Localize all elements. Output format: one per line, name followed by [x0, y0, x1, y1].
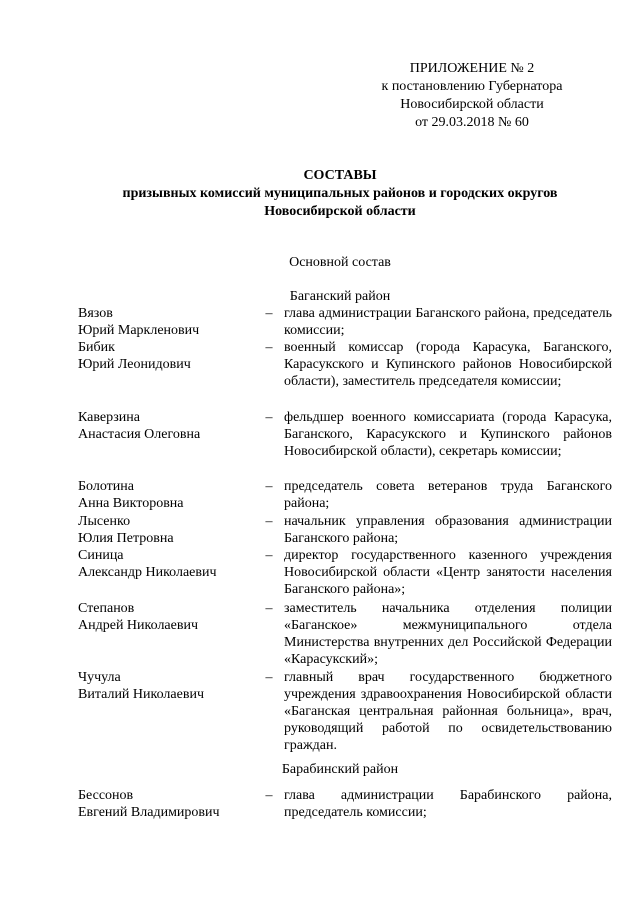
member-role: глава администрации Баганского района, председатель комиссии; — [284, 306, 612, 338]
member-surname: Вязов — [78, 306, 113, 321]
appendix-region: Новосибирской области — [400, 97, 544, 112]
member-given-name: Юрий Маркленович — [78, 323, 200, 338]
member-dash: – — [265, 410, 273, 425]
member-surname: Бибик — [78, 340, 115, 355]
member-dash: – — [265, 306, 273, 321]
member-name — [78, 478, 258, 512]
member-given-name: Юрий Леонидович — [78, 357, 191, 372]
member-given-name: Александр Николаевич — [78, 565, 217, 580]
member-surname: Степанов — [78, 601, 135, 616]
member-surname: Болотина — [78, 479, 134, 494]
member-surname: Бессонов — [78, 788, 134, 803]
member-given-name: Андрей Николаевич — [78, 618, 198, 633]
member-surname: Чучула — [78, 670, 121, 685]
member-role: председатель совета ветеранов труда Баганского района; — [284, 479, 612, 511]
appendix-header — [352, 60, 592, 132]
member-name — [78, 513, 258, 547]
section-heading: Основной состав — [289, 255, 391, 270]
member-surname: Синица — [78, 548, 124, 563]
member-dash: – — [265, 479, 273, 494]
document-title — [60, 167, 620, 221]
member-role: заместитель начальника отделения полиции «Баганское» межмуниципального отдела Министерства внутренних дел Российской Федерации «Карасукский»; — [284, 601, 612, 667]
appendix-date: от 29.03.2018 № 60 — [415, 115, 529, 130]
member-given-name: Юлия Петровна — [78, 531, 174, 546]
appendix-number: ПРИЛОЖЕНИЕ № 2 — [409, 61, 535, 76]
member-surname: Лысенко — [78, 514, 131, 529]
member-role: военный комиссар (города Карасука, Баганского, Карасукского и Купинского районов Новосибирской области), заместитель председателя комиссии; — [284, 340, 612, 389]
title-line-2: призывных комиссий муниципальных районов и городских округов — [122, 186, 558, 201]
member-dash: – — [265, 601, 273, 616]
member-dash: – — [265, 548, 273, 563]
member-role: начальник управления образования администрации Баганского района; — [284, 514, 612, 546]
member-name — [78, 305, 258, 339]
member-name — [78, 787, 258, 821]
member-given-name: Евгений Владимирович — [78, 805, 220, 820]
district-heading-1: Баганский район — [289, 289, 391, 304]
member-name — [78, 600, 258, 634]
member-given-name: Анастасия Олеговна — [78, 427, 201, 442]
member-name — [78, 669, 258, 703]
member-given-name: Виталий Николаевич — [78, 687, 204, 702]
member-name — [78, 409, 258, 443]
title-line-3: Новосибирской области — [264, 204, 416, 219]
member-name — [78, 547, 258, 581]
member-surname: Каверзина — [78, 410, 141, 425]
member-dash: – — [265, 788, 273, 803]
member-role: директор государственного казенного учреждения Новосибирской области «Центр занятости населения Баганского района»; — [284, 548, 612, 597]
member-role: фельдшер военного комиссариата (города Карасука, Баганского, Карасукского и Купинского районов Новосибирской области), секретарь комиссии; — [284, 410, 612, 459]
member-role: главный врач государственного бюджетного учреждения здравоохранения Новосибирской области «Баганская центральная районная больница», врач, руководящий работой по освидетельствованию граждан. — [284, 670, 612, 753]
title-line-1: СОСТАВЫ — [303, 168, 377, 183]
member-name — [78, 339, 258, 373]
member-dash: – — [265, 514, 273, 529]
district-heading-2: Барабинский район — [281, 762, 399, 777]
member-dash: – — [265, 670, 273, 685]
appendix-decree: к постановлению Губернатора — [381, 79, 563, 94]
member-given-name: Анна Викторовна — [78, 496, 184, 511]
member-role: глава администрации Барабинского района, председатель комиссии; — [284, 788, 612, 820]
member-dash: – — [265, 340, 273, 355]
